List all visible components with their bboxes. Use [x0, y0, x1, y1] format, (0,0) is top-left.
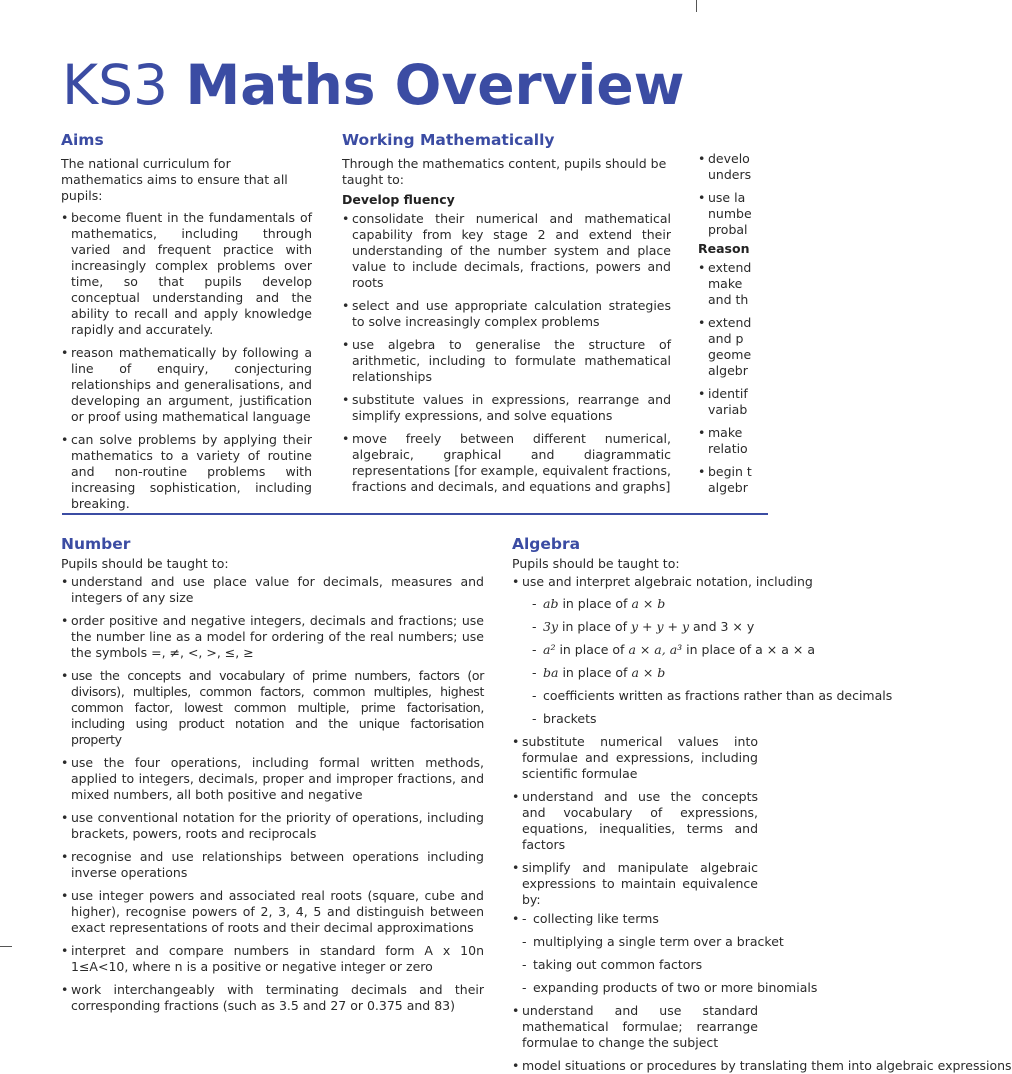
list-item: • extend and p geome algebr — [698, 315, 768, 379]
list-item: • can solve problems by applying their mathematics to a variety of routine and non-routine problems with increasing sophistication, including breaking. — [61, 432, 312, 512]
list-item: • order positive and negative integers, decimals and fractions; use the number line as a model for ordering of the real numbers; use the symbols =, ≠, <, >, ≤, ≥ — [61, 613, 484, 661]
aims-heading: Aims — [61, 131, 104, 149]
list-item: • select and use appropriate calculation strategies to solve increasingly complex problems — [342, 298, 671, 330]
list-item: • extend make and th — [698, 260, 768, 308]
list-item: • identif variab — [698, 386, 768, 418]
list-item: • understand and use standard mathematical formulae; rearrange formulae to change the subject — [512, 1003, 758, 1051]
algebra-section — [512, 534, 1012, 1073]
develop-fluency-heading: Develop fluency — [342, 192, 455, 207]
sub-item: - ba in place of a × b — [522, 665, 932, 681]
sub-item: - coefficients written as fractions rather than as decimals — [522, 688, 932, 704]
list-item — [512, 911, 932, 996]
sub-item: - a² in place of a × a, a³ in place of a × a × a — [522, 642, 932, 658]
list-item: • model situations or procedures by translating them into algebraic expressions — [512, 1058, 932, 1074]
title-maths-overview: Maths Overview — [185, 53, 685, 117]
number-section — [61, 534, 484, 1021]
aims-section — [61, 130, 312, 519]
sub-item: - ab in place of a × b — [522, 596, 932, 612]
crop-mark-top — [696, 0, 697, 12]
sub-item: - brackets — [522, 711, 932, 727]
list-item: • develo unders — [698, 151, 768, 183]
working-heading: Working Mathematically — [342, 131, 555, 149]
list-item: • use algebra to generalise the structure of arithmetic, including to formulate mathematical relationships — [342, 337, 671, 385]
list-item: • reason mathematically by following a line of enquiry, conjecturing relationships and generalisations, and developing an argument, justification or proof using mathematical language — [61, 345, 312, 425]
list-item: • move freely between different numerical, algebraic, graphical and diagrammatic representations [for example, equivalent fractions, fractions and decimals, and equations and graphs] — [342, 431, 671, 495]
list-item: • simplify and manipulate algebraic expressions to maintain equivalence by: — [512, 860, 758, 908]
algebra-intro: Pupils should be taught to: — [512, 556, 680, 571]
crop-mark-left — [0, 946, 12, 947]
list-item: • understand and use the concepts and vocabulary of expressions, equations, inequalities, terms and factors — [512, 789, 758, 853]
right-list-a — [698, 151, 768, 238]
list-item: • recognise and use relationships between operations including inverse operations — [61, 849, 484, 881]
working-intro: Through the mathematics content, pupils should be taught to: — [342, 156, 667, 187]
title-ks3: KS3 — [62, 53, 168, 117]
working-list — [342, 211, 671, 495]
right-list-b — [698, 260, 768, 496]
reason-heading: Reason — [698, 241, 750, 256]
list-item: • make relatio — [698, 425, 768, 457]
sub-item: - 3y in place of y + y + y and 3 × y — [522, 619, 932, 635]
list-item: • use la numbe probal — [698, 190, 768, 238]
list-item: • work interchangeably with terminating decimals and their corresponding fractions (such as 3.5 and 27 or 0.375 and 83) — [61, 982, 484, 1014]
right-column-clipped — [698, 151, 768, 496]
list-item: • use and interpret algebraic notation, including - ab in place of a × b - 3y in place of y + y + y and 3 × y - a² in place of a × a, a³ in place of a × a × a - ba in place of a × b - coefficients written as fractions rather than as decimals - brackets — [512, 574, 932, 727]
list-item: • use integer powers and associated real roots (square, cube and higher), recognise powers of 2, 3, 4, 5 and distinguish between exact representations of roots and their decimal approximations — [61, 888, 484, 936]
sub-item: - multiplying a single term over a bracket — [512, 934, 932, 950]
aims-intro: The national curriculum for mathematics aims to ensure that all pupils: — [61, 156, 288, 203]
simplify-sublist — [512, 911, 932, 996]
list-item: • substitute values in expressions, rearrange and simplify expressions, and solve equations — [342, 392, 671, 424]
sub-item: - • collecting like terms — [512, 911, 932, 927]
list-item: • begin t algebr — [698, 464, 768, 496]
aims-list — [61, 210, 312, 512]
page-title — [62, 52, 685, 118]
algebra-heading: Algebra — [512, 535, 581, 553]
list-item: • use the four operations, including formal written methods, applied to integers, decimals, proper and improper fractions, and mixed numbers, all both positive and negative — [61, 755, 484, 803]
list-item: • understand and use place value for decimals, measures and integers of any size — [61, 574, 484, 606]
number-heading: Number — [61, 535, 131, 553]
list-item: • consolidate their numerical and mathematical capability from key stage 2 and extend their understanding of the number system and place value to include decimals, fractions, powers and roots — [342, 211, 671, 291]
list-item: • interpret and compare numbers in standard form A x 10n 1≤A<10, where n is a positive or negative integer or zero — [61, 943, 484, 975]
list-item: • become fluent in the fundamentals of mathematics, including through varied and frequent practice with increasingly complex problems over time, so that pupils develop conceptual understanding and the ability to recall and apply knowledge rapidly and accurately. — [61, 210, 312, 338]
number-intro: Pupils should be taught to: — [61, 556, 229, 571]
sub-item: - expanding products of two or more binomials — [512, 980, 932, 996]
sub-item: - taking out common factors — [512, 957, 932, 973]
list-item: • use conventional notation for the priority of operations, including brackets, powers, roots and reciprocals — [61, 810, 484, 842]
notation-sublist — [522, 596, 932, 727]
working-mathematically-section — [342, 130, 671, 502]
section-divider — [62, 513, 768, 515]
number-list — [61, 574, 484, 1014]
algebra-list — [512, 574, 1012, 1074]
list-item: • use the concepts and vocabulary of prime numbers, factors (or divisors), multiples, common factors, common multiples, highest common factor, lowest common multiple, prime factorisation, including using product notation and the unique factorisation property — [61, 668, 484, 748]
list-item: • substitute numerical values into formulae and expressions, including scientific formulae — [512, 734, 758, 782]
